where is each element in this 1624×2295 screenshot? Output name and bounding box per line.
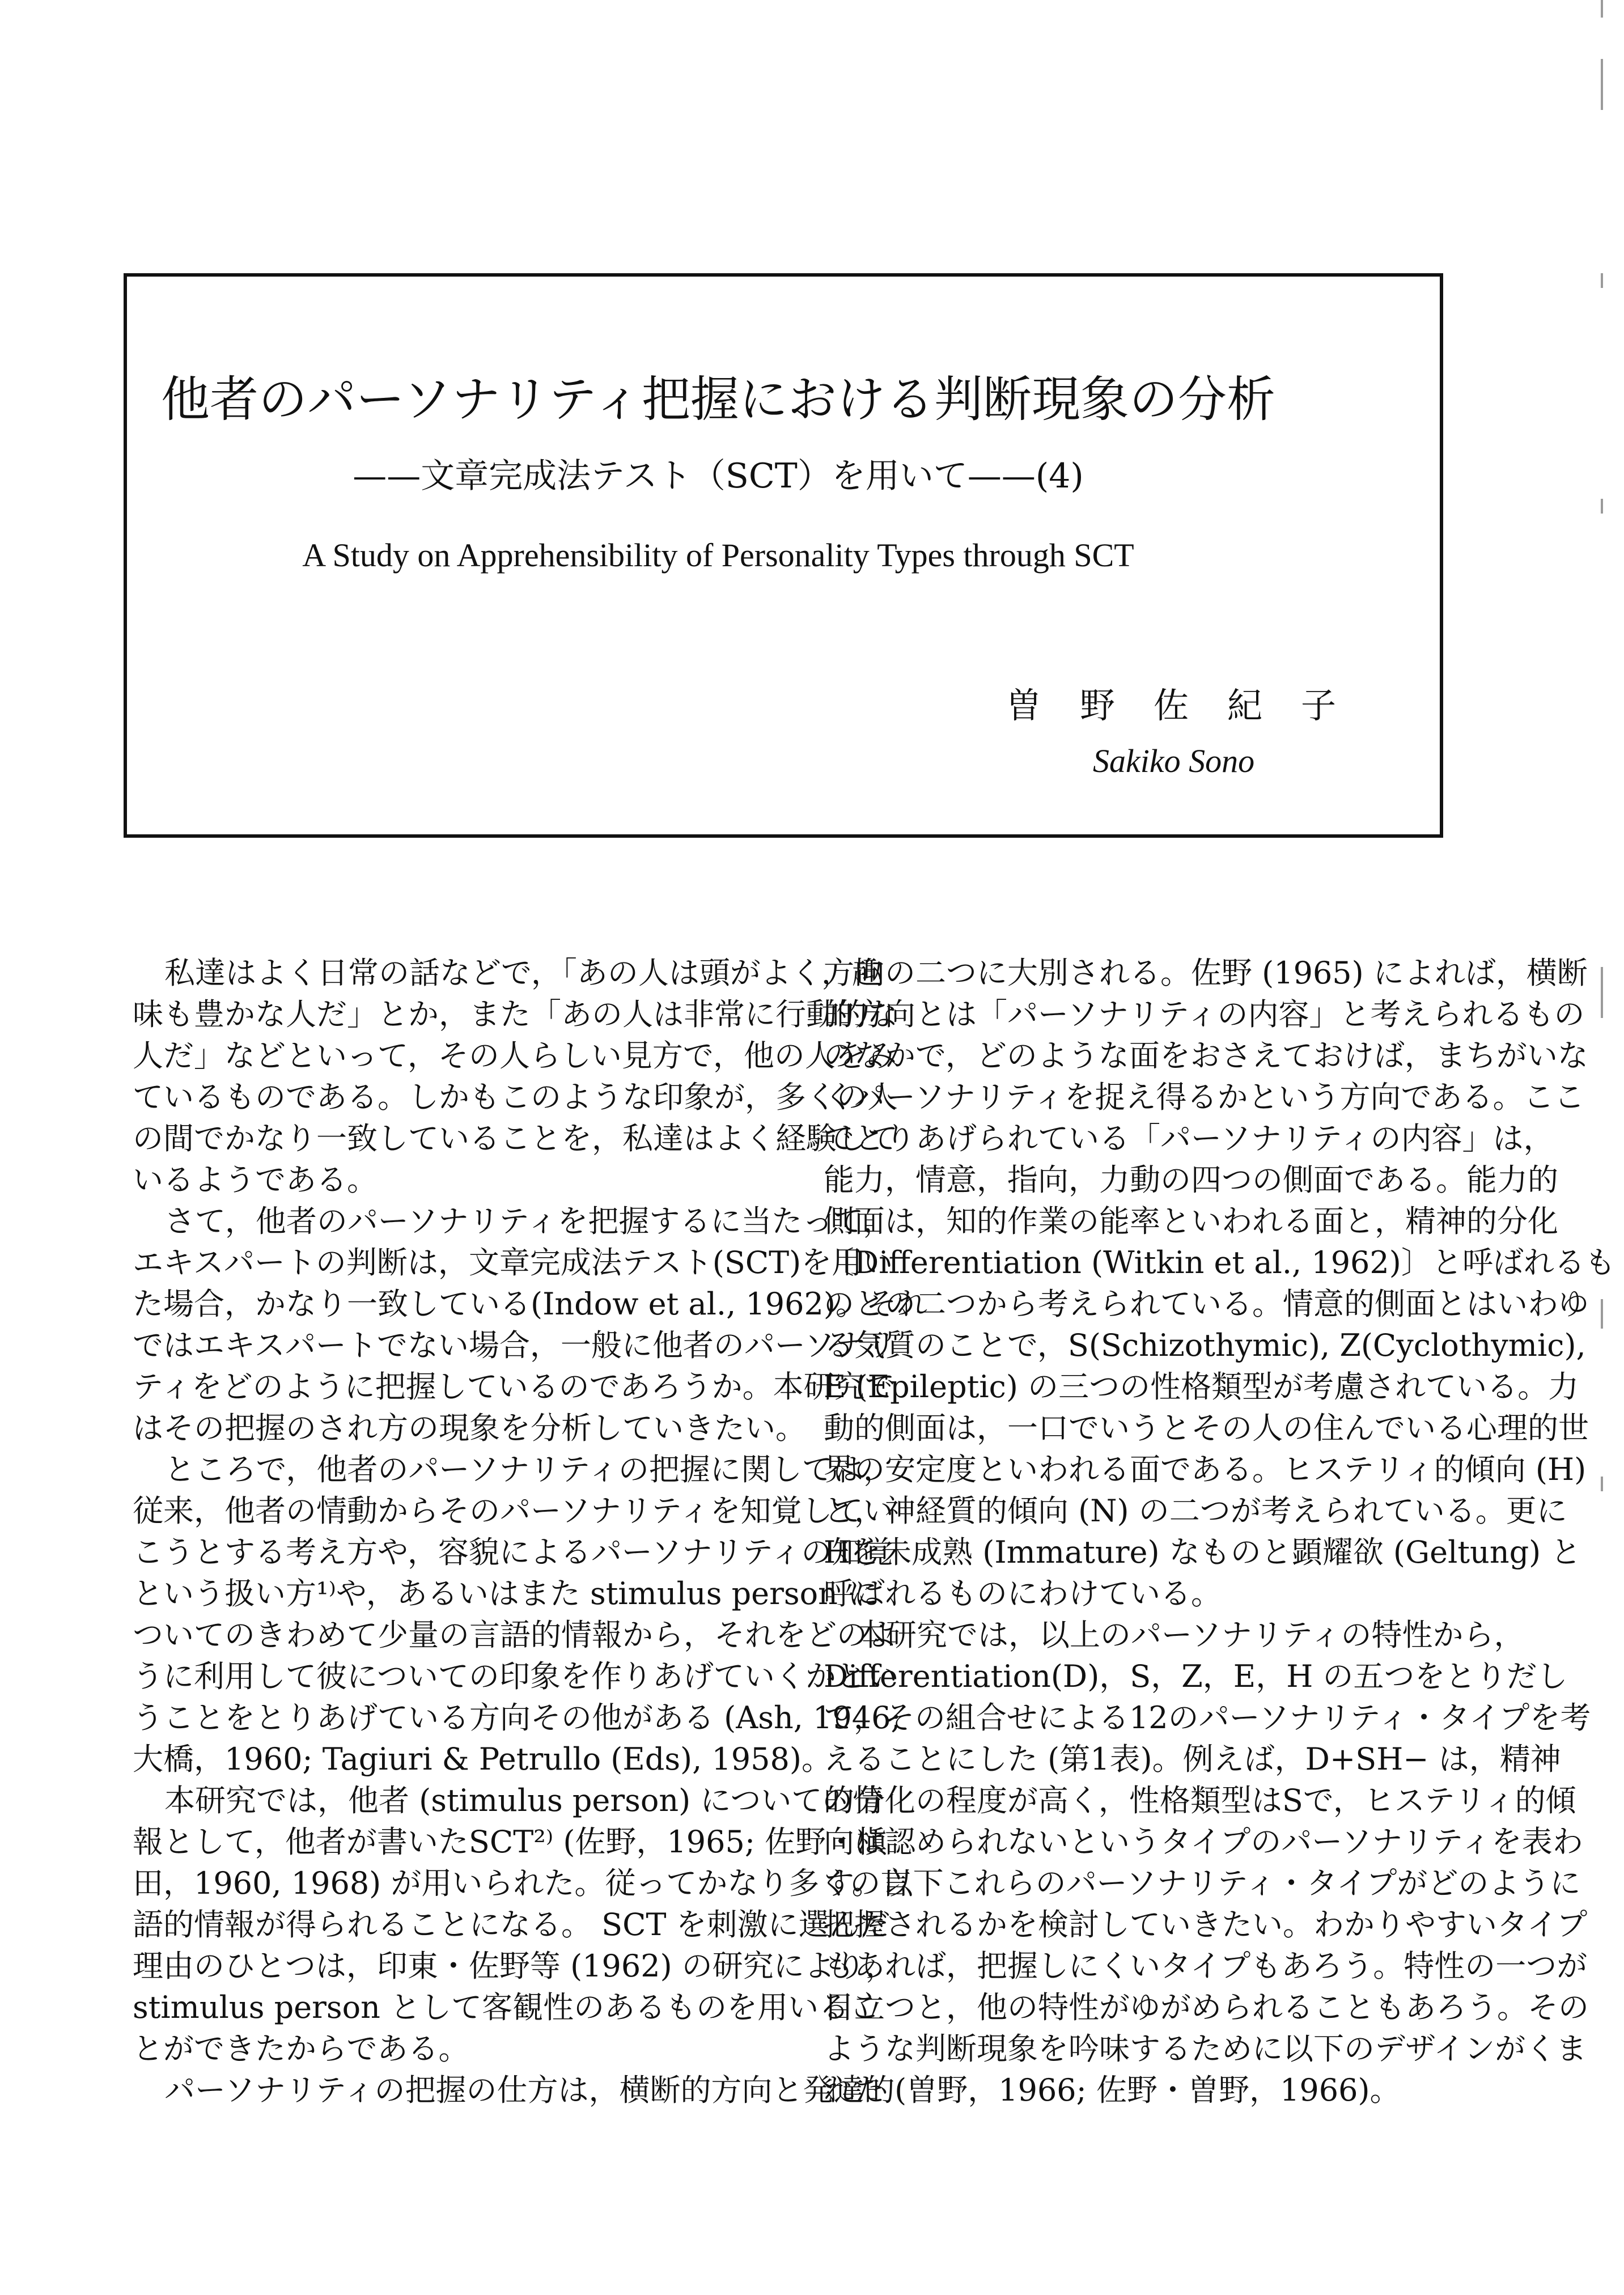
text-line: でとりあげられている「パーソナリティの内容」は，: [824, 1121, 1554, 1156]
text-line: のなかで，どのような面をおさえておけば，まちがいな: [824, 1038, 1588, 1074]
text-line: 私達はよく日常の話などで，「あの人は頭がよく，趣: [164, 955, 883, 991]
text-line: 動的側面は，一口でいうとその人の住んでいる心理的世: [824, 1410, 1589, 1446]
text-line: という扱い方¹⁾や，あるいはまた stimulus person に: [133, 1576, 879, 1611]
text-line: れた (曽野，1966; 佐野・曽野，1966)。: [824, 2072, 1401, 2108]
scan-artifact-mark: [1601, 273, 1603, 288]
text-line: 人だ」などといって，その人らしい見方で，他の人をみ: [133, 1038, 897, 1074]
text-line: ではエキスパートでない場合，一般に他者のパーソナリ: [133, 1327, 896, 1363]
paragraph: [133, 2069, 895, 2111]
paragraph: [133, 1449, 901, 1780]
scan-artifact-mark: [1601, 967, 1603, 1018]
text-line: はその把握のされ方の現象を分析していきたい。: [133, 1410, 806, 1446]
scan-artifact-mark: [1601, 59, 1603, 110]
text-line: stimulus person として客観性のあるものを用いるこ: [133, 1989, 880, 2025]
paragraph: [133, 1780, 911, 2069]
paper-subtitle: ——文章完成法テスト（SCT）を用いて——(4): [353, 456, 1084, 496]
text-line: 向は認められないというタイプのパーソナリティを表わ: [824, 1824, 1583, 1860]
text-line: 本研究では，他者 (stimulus person) についての情: [164, 1783, 884, 1818]
text-line: Hを未成熟 (Immature) なものと顕耀欲 (Geltung) と: [824, 1534, 1581, 1570]
text-line: 味も豊かな人だ」とか，また「あの人は非常に行動的な: [133, 996, 898, 1032]
text-line: 本研究では，以上のパーソナリティの特性から，: [855, 1617, 1525, 1653]
scan-artifact-mark: [1601, 499, 1603, 514]
text-line: の間でかなり一致していることを，私達はよく経験して: [133, 1121, 898, 1156]
author-name-japanese: 曽野佐紀子: [1006, 685, 1375, 726]
paragraph: [133, 1200, 927, 1449]
text-line: と，神経質的傾向 (N) の二つが考えられている。更に: [824, 1493, 1567, 1529]
scan-artifact-mark: [1601, 0, 1603, 18]
text-line: 的分化の程度が高く，性格類型はSで，ヒステリィ的傾: [824, 1783, 1576, 1818]
english-title: A Study on Apprehensibility of Personality Types through SCT: [302, 537, 1134, 574]
text-line: た場合，かなり一致している(Indow et al., 1962)。それ: [133, 1286, 927, 1322]
text-line: す。以下これらのパーソナリティ・タイプがどのように: [824, 1865, 1581, 1901]
text-line: 田，1960, 1968) が用いられた。従ってかなり多くの言: [133, 1865, 911, 1901]
text-line: 側面は，知的作業の能率といわれる面と，精神的分化: [824, 1203, 1558, 1239]
text-line: 理由のひとつは，印東・佐野等 (1962) の研究により，: [133, 1948, 896, 1984]
text-line: 界の安定度といわれる面である。ヒステリィ的傾向 (H): [824, 1452, 1587, 1487]
text-line: 能力，情意，指向，力動の四つの側面である。能力的: [824, 1162, 1558, 1198]
text-line: Differentiation(D)，S，Z，E，H の五つをとりだし: [824, 1658, 1568, 1694]
text-line: 呼ばれるものにわけている。: [824, 1576, 1222, 1611]
text-line: うに利用して彼についての印象を作りあげていくかとい: [133, 1658, 897, 1694]
body-column-left: [133, 952, 927, 2111]
paragraph: [133, 952, 898, 1200]
text-line: いるようである。: [133, 1162, 378, 1198]
text-line: こうとする考え方や，容貌によるパーソナリティの知覚: [133, 1534, 893, 1570]
text-line: て，その組合せによる12のパーソナリティ・タイプを考: [824, 1700, 1591, 1736]
text-line: ティをどのように把握しているのであろうか。本研究で: [133, 1369, 896, 1405]
text-line: ような判断現象を吟味するために以下のデザインがくま: [824, 2031, 1587, 2067]
body-column-right: [824, 952, 1615, 2111]
text-line: 目立つと，他の特性がゆがめられることもあろう。その: [824, 1989, 1589, 2025]
text-line: 把握されるかを検討していきたい。わかりやすいタイプ: [824, 1907, 1588, 1942]
text-line: くパーソナリティを捉え得るかという方向である。ここ: [824, 1079, 1585, 1115]
text-line: る気質のことで，S(Schizothymic), Z(Cyclothymic),: [824, 1327, 1586, 1363]
text-line: さて，他者のパーソナリティを把握するに当たって，: [164, 1203, 894, 1239]
scan-artifact-mark: [1601, 1299, 1603, 1329]
text-line: 従来，他者の情動からそのパーソナリティを知覚してい: [133, 1493, 894, 1529]
paper-title: 他者のパーソナリティ把握における判断現象の分析: [161, 371, 1275, 428]
text-line: 報として，他者が書いたSCT²⁾ (佐野，1965; 佐野・槇: [133, 1824, 888, 1860]
text-line: えることにした (第1表)。例えば，D+SH− は，精神: [824, 1741, 1561, 1777]
text-line: 語的情報が得られることになる。 SCT を刺激に選んだ: [133, 1907, 891, 1942]
text-line: パーソナリティの把握の仕方は，横断的方向と発達的: [164, 2072, 895, 2108]
author-name-english: Sakiko Sono: [1093, 743, 1255, 779]
paragraph: [824, 952, 1615, 1614]
text-line: 方向の二つに大別される。佐野 (1965) によれば，横断: [824, 955, 1588, 991]
text-line: ているものである。しかもこのような印象が，多くの人: [133, 1079, 898, 1115]
text-line: 大橋，1960; Tagiuri & Petrullo (Eds), 1958)。: [133, 1741, 832, 1777]
text-line: ところで，他者のパーソナリティの把握に関しては，: [164, 1452, 894, 1487]
text-line: ついてのきわめて少量の言語的情報から，それをどのよ: [133, 1617, 898, 1653]
text-line: エキスパートの判断は，文章完成法テスト(SCT)を用い: [133, 1245, 893, 1280]
scan-artifact-mark: [1601, 1477, 1603, 1491]
text-line: もあれば，把握しにくいタイプもあろう。特性の一つが: [824, 1948, 1588, 1984]
text-line: のとの二つから考えられている。情意的側面とはいわゆ: [824, 1286, 1589, 1322]
paragraph: [824, 1614, 1591, 2111]
text-line: E (Epileptic) の三つの性格類型が考慮されている。力: [824, 1369, 1579, 1405]
text-line: とができたからである。: [133, 2031, 469, 2067]
text-line: うことをとりあげている方向その他がある (Ash, 1946;: [133, 1700, 901, 1736]
text-line: 的方向とは「パーソナリティの内容」と考えられるもの: [824, 996, 1585, 1032]
text-line: 〔Differentiation (Witkin et al., 1962)〕と呼ばれるも: [824, 1245, 1615, 1280]
